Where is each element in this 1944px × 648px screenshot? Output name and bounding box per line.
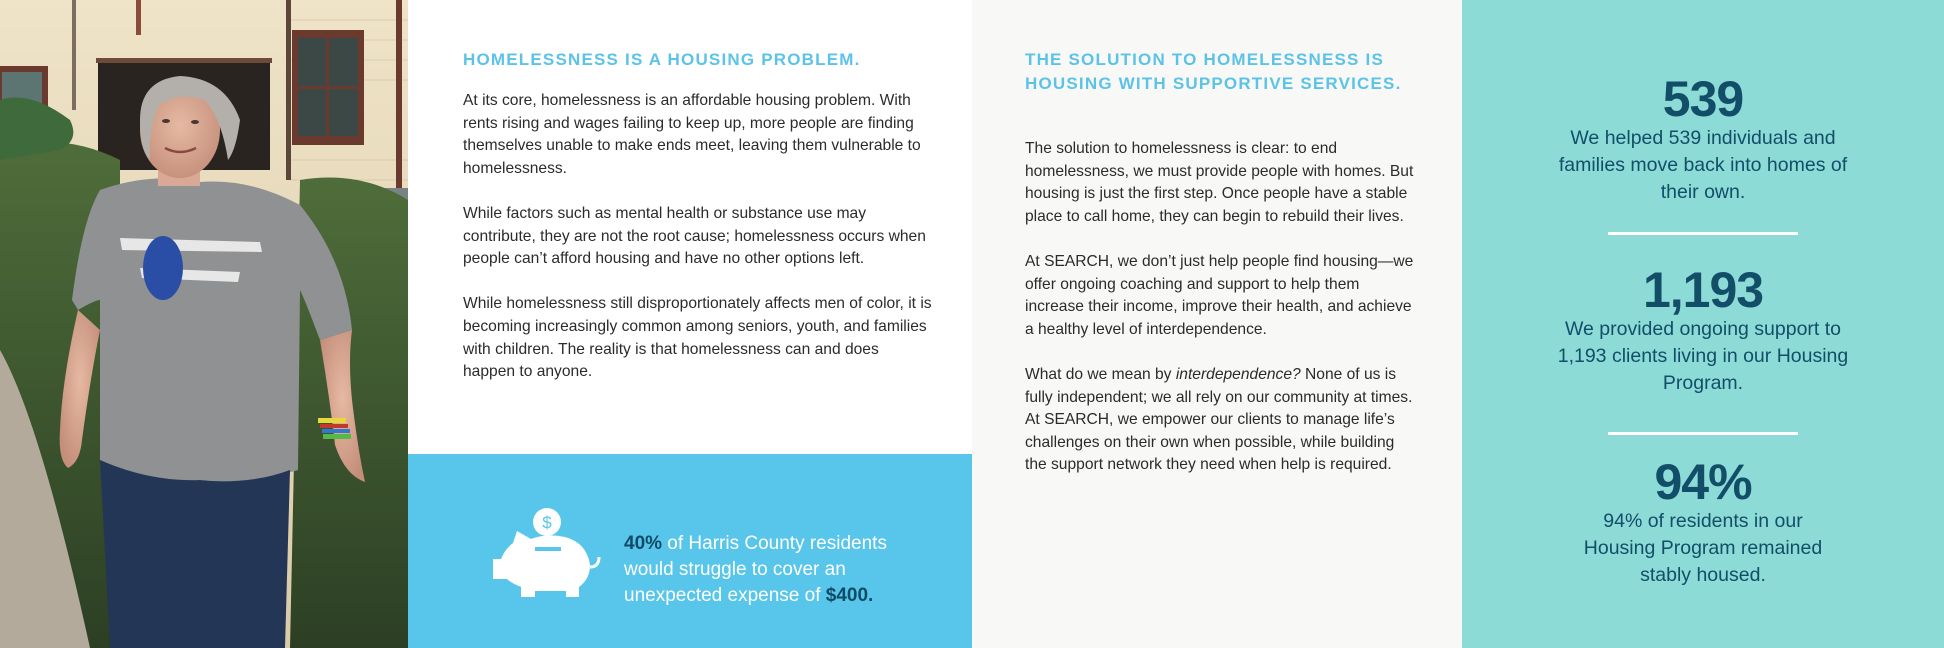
stat-number: 539 [1662, 71, 1744, 127]
interdependence-lead: What do we mean by [1025, 365, 1176, 383]
solution-paragraph: The solution to homelessness is clear: to end homelessness, we must provide people with homes. But housing is just the first step. Once people have a stable place to call home, they can begin to rebuild their lives. [1025, 140, 1414, 225]
stat-divider [1608, 232, 1798, 235]
stat-block-stable [1462, 456, 1944, 589]
interdependence-rest: None of us is fully independent; we all rely on our community at times. At SEARCH, we empower our clients to manage life’s challenges on their own when possible, while building the support network they need when help is required. [1025, 365, 1413, 474]
callout-highlight-amount: $400 [825, 585, 869, 606]
stat-divider [1608, 432, 1798, 435]
savings-callout [408, 454, 972, 648]
callout-highlight-percent: 40% [624, 533, 663, 554]
callout-text-main: of Harris County residents would struggle to cover an unexpected expense of [624, 533, 887, 606]
callout-text [624, 531, 924, 609]
solution-body [1025, 138, 1415, 500]
problem-paragraph: While factors such as mental health or substance use may contribute, they are not the root cause; homelessness occurs when people can’t afford housing and have no other options left. [463, 204, 926, 268]
hero-photo [0, 0, 408, 648]
stat-block-housed [1462, 73, 1944, 206]
problem-section [408, 0, 972, 454]
stat-number: 94% [1654, 454, 1752, 510]
woman-portrait-image [0, 0, 408, 648]
stat-description: We helped 539 individuals and families move back into homes of their own. [1558, 127, 1848, 203]
interdependence-emphasis: interdependence? [1175, 365, 1301, 383]
stat-number: 1,193 [1642, 262, 1764, 318]
piggy-bank-icon [487, 507, 602, 597]
stats-panel [1462, 0, 1944, 648]
coin-dollar-symbol: $ [542, 513, 552, 532]
stat-description: 94% of residents in our Housing Program remained stably housed. [1583, 510, 1823, 586]
stat-block-supported [1462, 264, 1944, 397]
callout-text-end: . [868, 585, 874, 606]
problem-heading: HOMELESSNESS IS A HOUSING PROBLEM. [463, 50, 861, 69]
solution-paragraph: At SEARCH, we don’t just help people find housing—we offer ongoing coaching and support to help them increase their income, improve their health, and achieve a healthy level of interdependence. [1025, 252, 1414, 338]
problem-body [463, 90, 933, 406]
solution-section [972, 0, 1462, 648]
solution-heading: THE SOLUTION TO HOMELESSNESS IS HOUSING WITH SUPPORTIVE SERVICES. [1025, 50, 1402, 93]
problem-paragraph: While homelessness still disproportionately affects men of color, it is becoming increasingly common among seniors, youth, and families with children. The reality is that homelessness can and does happen to anyone. [463, 295, 932, 381]
stat-description: We provided ongoing support to 1,193 clients living in our Housing Program. [1557, 318, 1849, 394]
solution-paragraph-interdependence [1025, 364, 1415, 477]
problem-paragraph: At its core, homelessness is an affordable housing problem. With rents rising and wages failing to keep up, more people are finding themselves unable to make ends meet, leaving them vulnerable to homelessness. [463, 92, 921, 177]
